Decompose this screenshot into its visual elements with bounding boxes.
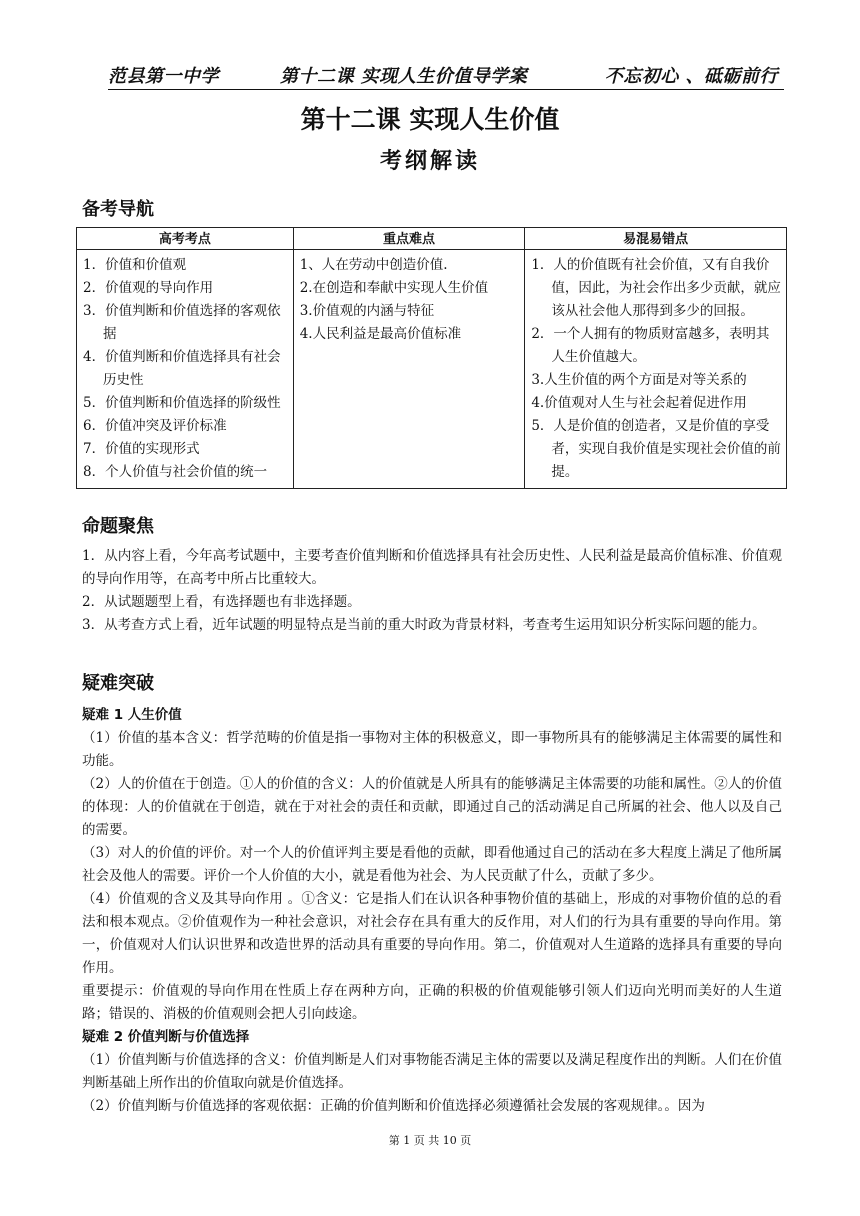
list-item: 5．价值判断和价值选择的阶级性: [83, 395, 281, 411]
list-item: 2.在创造和奉献中实现人生价值: [299, 280, 489, 296]
difficulty-heading: 疑难 2 价值判断与价值选择: [82, 1029, 250, 1045]
header-school: 范县第一中学: [108, 66, 219, 87]
list-item: 8．个人价值与社会价值的统一: [83, 464, 268, 480]
table-header-cell: 易混易错点: [525, 228, 787, 250]
page-subtitle: 考纲解读: [379, 149, 480, 174]
focus-item: 1．从内容上看，今年高考试题中，主要考查价值判断和价值选择具有社会历史性、人民利益是最高价值标准、价值观的导向作用等，在高考中所占比重较大。: [82, 548, 782, 587]
list-item: 7．价值的实现形式: [83, 441, 200, 457]
section-heading-guide: 备考导航: [82, 199, 154, 220]
list-item: 4.价值观对人生与社会起着促进作用: [531, 395, 747, 411]
page-title: 第十二课 实现人生价值: [300, 105, 560, 134]
list-item: 1．价值和价值观: [83, 257, 187, 273]
list-item: 1、人在劳动中创造价值.: [299, 257, 448, 273]
table-header-row: [77, 228, 787, 250]
focus-item: 2．从试题题型上看，有选择题也有非选择题。: [82, 594, 361, 610]
page-header: [108, 62, 778, 88]
table-cell-key-points: [293, 250, 525, 489]
focus-item: 3．从考查方式上看，近年试题的明显特点是当前的重大时政为背景材料，考查考生运用知识分析实际问题的能力。: [82, 617, 766, 633]
table-header-cell: 高考考点: [77, 228, 294, 250]
difficulty-heading: 疑难 1 人生价值: [82, 707, 182, 723]
list-item: 6．价值冲突及评价标准: [83, 418, 227, 434]
body-paragraph: （3）对人的价值的评价。对一个人的价值评判主要是看他的贡献，即看他通过自己的活动在多大程度上满足了他所属社会及他人的需要。评价一个人价值的大小，就是看他为社会、为人民贡献了什么，贡献了多少。: [82, 845, 782, 884]
table-cell-confusion-points: [525, 250, 787, 489]
section-heading-breakthrough: 疑难突破: [82, 673, 154, 694]
exam-points-table: [76, 227, 787, 489]
list-item: 1．人的价值既有社会价值，又有自我价值，因此，为社会作出多少贡献，就应该从社会他人那得到多少的回报。: [531, 257, 781, 319]
focus-paragraphs: [82, 545, 782, 637]
section-heading-focus: 命题聚焦: [82, 516, 154, 537]
header-divider: [108, 89, 784, 90]
table-header-cell: 重点难点: [293, 228, 525, 250]
list-item: 3．价值判断和价值选择的客观依据: [83, 303, 281, 342]
header-motto: 不忘初心 、砥砺前行: [604, 66, 778, 87]
list-item: 2．一个人拥有的物质财富越多，表明其人生价值越大。: [531, 326, 770, 365]
list-item: 3.价值观的内涵与特征: [299, 303, 435, 319]
body-paragraph: （4）价值观的含义及其导向作用 。①含义：它是指人们在认识各种事物价值的基础上，形成的对事物价值的总的看法和根本观点。②价值观作为一种社会意识，对社会存在具有重大的反作用，对人们的行为具有重要的导向作用。第一，价值观对人们认识世界和改造世界的活动具有重要的导向作用。第二，价值观对人生道路的选择具有重要的导向作用。: [82, 891, 782, 976]
header-lesson: 第十二课 实现人生价值导学案: [280, 66, 528, 87]
list-item: 5．人是价值的创造者，又是价值的享受者，实现自我价值是实现社会价值的前提。: [531, 418, 781, 480]
list-item: 2．价值观的导向作用: [83, 280, 214, 296]
table-row: [77, 250, 787, 489]
table-cell-exam-points: [77, 250, 294, 489]
breakthrough-content: [82, 704, 782, 1118]
page-footer: 第 1 页 共 10 页: [388, 1134, 472, 1147]
body-paragraph: （1）价值的基本含义：哲学范畴的价值是指一事物对主体的积极意义，即一事物所具有的能够满足主体需要的属性和功能。: [82, 730, 782, 769]
body-paragraph: 重要提示：价值观的导向作用在性质上存在两种方向，正确的积极的价值观能够引领人们迈向光明而美好的人生道路；错误的、消极的价值观则会把人引向歧途。: [82, 983, 782, 1022]
list-item: 4.人民利益是最高价值标准: [299, 326, 462, 342]
body-paragraph: （2）价值判断与价值选择的客观依据：正确的价值判断和价值选择必须遵循社会发展的客观规律。。因为: [82, 1098, 705, 1114]
list-item: 3.人生价值的两个方面是对等关系的: [531, 372, 747, 388]
body-paragraph: （1）价值判断与价值选择的含义：价值判断是人们对事物能否满足主体的需要以及满足程度作出的判断。人们在价值判断基础上所作出的价值取向就是价值选择。: [82, 1052, 782, 1091]
list-item: 4．价值判断和价值选择具有社会历史性: [83, 349, 281, 388]
body-paragraph: （2）人的价值在于创造。①人的价值的含义：人的价值就是人所具有的能够满足主体需要的功能和属性。②人的价值的体现：人的价值就在于创造，就在于对社会的责任和贡献，即通过自己的活动满足自己所属的社会、他人以及自己的需要。: [82, 776, 782, 838]
